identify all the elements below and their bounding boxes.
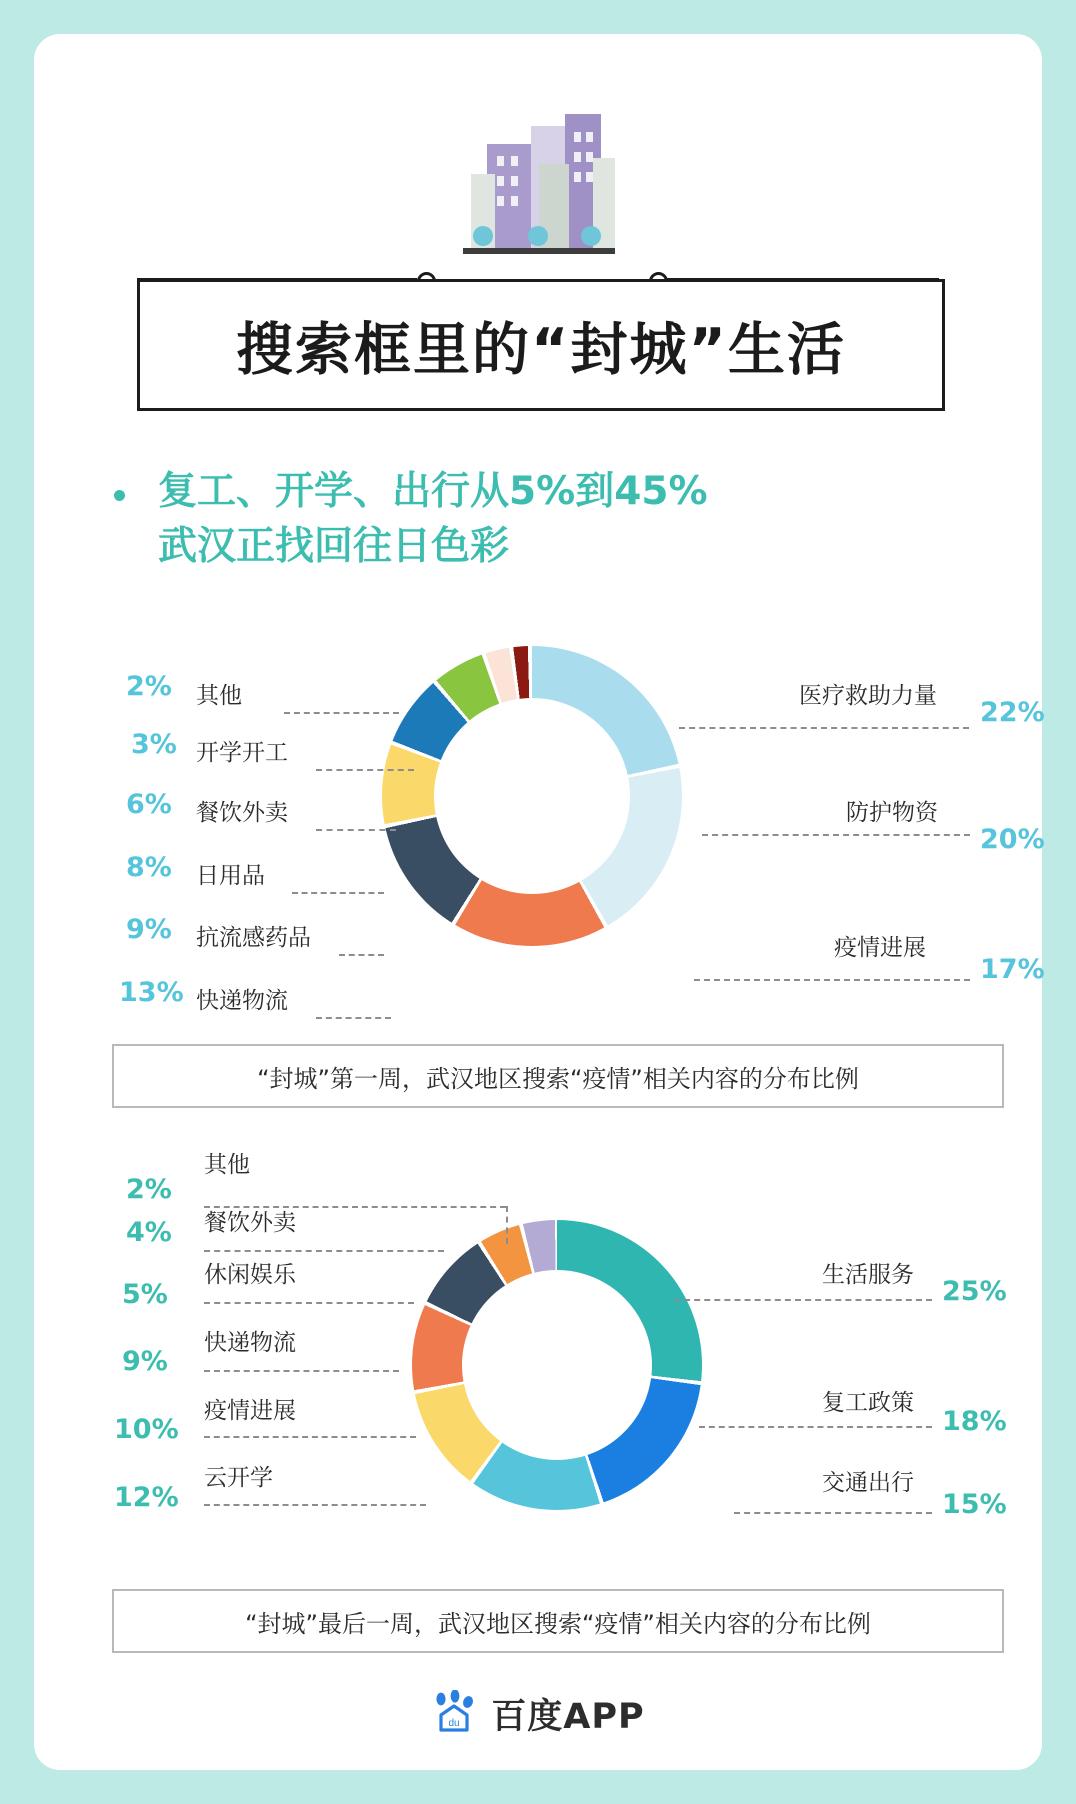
- chart-2-label-餐饮外卖: 餐饮外卖: [204, 1210, 296, 1236]
- subtitle-line-1: 复工、开学、出行从5%到45%: [158, 469, 708, 514]
- chart-1-pct-开学开工: 3%: [131, 729, 177, 760]
- subtitle: [158, 464, 958, 575]
- chart-1-pct-快递物流: 13%: [119, 977, 184, 1008]
- chart-2-pct-交通出行: 15%: [942, 1489, 1007, 1520]
- chart-1-label-日用品: 日用品: [196, 863, 265, 889]
- chart-2-leader-1b: [506, 1206, 508, 1244]
- chart-2-leader-9: [734, 1512, 932, 1514]
- chart-2-label-疫情进展: 疫情进展: [204, 1398, 296, 1424]
- chart-2-leader-5: [204, 1436, 416, 1438]
- chart-1-leader-4: [292, 892, 384, 894]
- donut-chart-2: [412, 1220, 702, 1510]
- chart-1-label-开学开工: 开学开工: [196, 740, 288, 766]
- chart-1-leader-9: [694, 979, 970, 981]
- chart-1-pct-疫情进展: 17%: [980, 954, 1045, 985]
- chart-2-leader-6: [204, 1504, 426, 1506]
- chart-2-label-休闲娱乐: 休闲娱乐: [204, 1262, 296, 1288]
- chart-2-label-其他: 其他: [204, 1152, 250, 1178]
- chart-1-label-餐饮外卖: 餐饮外卖: [196, 800, 288, 826]
- chart-1-leader-8: [702, 834, 970, 836]
- brand-name: 百度APP: [491, 1697, 645, 1737]
- chart-1-pct-医疗救助力量: 22%: [980, 697, 1045, 728]
- svg-text:du: du: [448, 1717, 460, 1729]
- footer: [34, 1684, 1042, 1744]
- chart-1-leader-3: [316, 829, 396, 831]
- chart-2-pct-其他: 2%: [126, 1174, 172, 1205]
- chart-1-label-疫情进展: 疫情进展: [834, 935, 926, 961]
- chart-2-pct-生活服务: 25%: [942, 1276, 1007, 1307]
- chart-1-label-防护物资: 防护物资: [846, 800, 938, 826]
- chart-1-caption: “封城”第一周，武汉地区搜索“疫情”相关内容的分布比例: [112, 1044, 1004, 1108]
- baidu-paw-icon: [431, 1690, 477, 1739]
- chart-1-pct-日用品: 8%: [126, 852, 172, 883]
- chart-1-pct-餐饮外卖: 6%: [126, 789, 172, 820]
- chart-1-label-医疗救助力量: 医疗救助力量: [799, 683, 937, 709]
- chart-2-leader-2: [204, 1250, 444, 1252]
- chart-1-leader-6: [316, 1017, 391, 1019]
- chart-1-label-快递物流: 快递物流: [196, 988, 288, 1014]
- chart-2-label-生活服务: 生活服务: [822, 1262, 914, 1288]
- chart-2-leader-3: [204, 1302, 414, 1304]
- chart-1-leader-7: [679, 727, 969, 729]
- chart-1-leader-1: [284, 712, 399, 714]
- chart-1-label-其他: 其他: [196, 683, 242, 709]
- chart-2-caption: “封城”最后一周，武汉地区搜索“疫情”相关内容的分布比例: [112, 1589, 1004, 1653]
- donut-chart-1: [382, 646, 682, 946]
- chart-2-label-云开学: 云开学: [204, 1465, 273, 1491]
- page-title: 搜索框里的“封城”生活: [236, 317, 846, 383]
- chart-2-pct-云开学: 12%: [114, 1482, 179, 1513]
- poster-card: [34, 34, 1045, 1770]
- chart-2-pct-疫情进展: 10%: [114, 1414, 179, 1445]
- subtitle-bullet: [114, 490, 125, 501]
- chart-1-pct-防护物资: 20%: [980, 824, 1045, 855]
- chart-2-pct-餐饮外卖: 4%: [126, 1217, 172, 1248]
- subtitle-line-2: 武汉正找回往日色彩: [158, 524, 510, 570]
- chart-2-label-快递物流: 快递物流: [204, 1330, 296, 1356]
- chart-2-leader-8: [699, 1426, 932, 1428]
- chart-1-label-抗流感药品: 抗流感药品: [196, 925, 311, 951]
- chart-2-pct-复工政策: 18%: [942, 1406, 1007, 1437]
- chart-1-leader-5: [339, 954, 384, 956]
- chart-2-pct-休闲娱乐: 5%: [122, 1279, 168, 1310]
- chart-1-pct-抗流感药品: 9%: [126, 914, 172, 945]
- chart-2-label-交通出行: 交通出行: [822, 1470, 914, 1496]
- chart-2-label-复工政策: 复工政策: [822, 1390, 914, 1416]
- chart-2-leader-4: [204, 1370, 399, 1372]
- chart-1-leader-2: [316, 769, 414, 771]
- chart-2-pct-快递物流: 9%: [122, 1346, 168, 1377]
- chart-2-leader-7: [674, 1299, 932, 1301]
- chart-1-pct-其他: 2%: [126, 671, 172, 702]
